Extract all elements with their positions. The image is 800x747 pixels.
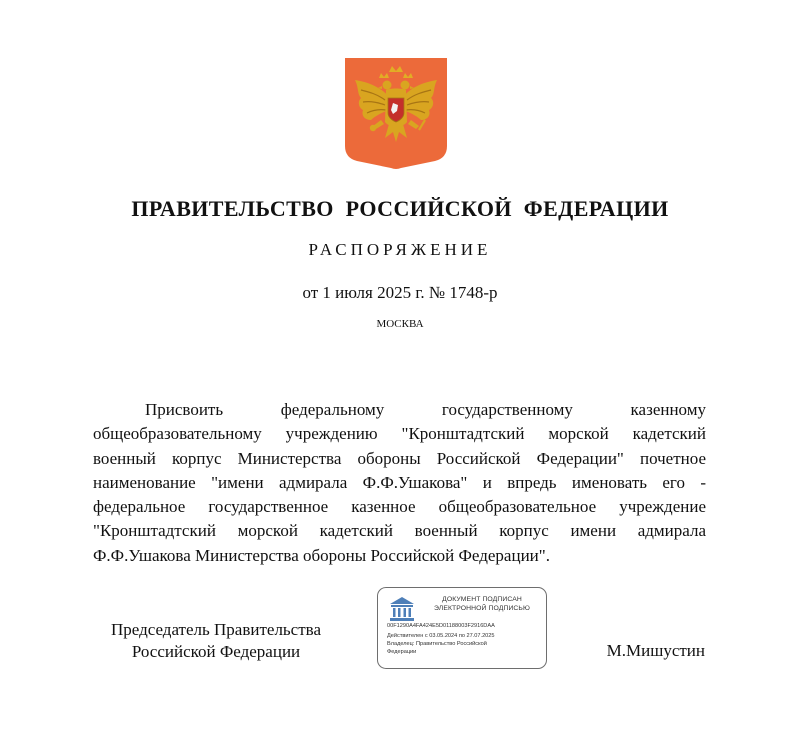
signer-position [96,619,336,663]
order-text-line: военный корпус Министерства обороны Российской Федерации" почетное [93,448,706,468]
document-date-number: от 1 июля 2025 г. № 1748-р [302,283,498,302]
stamp-header-line: ДОКУМЕНТ ПОДПИСАН [442,596,522,603]
order-text-line: наименование "имени адмирала Ф.Ф.Ушакова" и впредь именовать его - [93,472,706,492]
stamp-header-line: ЭЛЕКТРОННОЙ ПОДПИСЬЮ [434,604,530,612]
certificate-number: 00F1290A4FA424E5D01188003F2916DAA [387,623,495,629]
government-building-icon [388,596,416,622]
certificate-owner: Федерации [387,649,417,655]
electronic-signature-stamp [377,587,547,669]
stamp-header [422,596,542,613]
russian-coat-of-arms-icon [345,58,447,170]
certificate-owner: Владелец: Правительство Российской [387,641,487,647]
order-text-line: общеобразовательному учреждению "Кронштадтский морской кадетский [93,424,706,444]
document-type: РАСПОРЯЖЕНИЕ [308,240,492,259]
certificate-validity: Действителен с 03.05.2024 по 27.07.2025 [387,633,495,639]
document-city: МОСКВА [376,318,424,330]
order-text [93,398,706,568]
order-text-line: федеральное государственное казенное общеобразовательное учреждение [93,497,706,517]
government-title: ПРАВИТЕЛЬСТВО РОССИЙСКОЙ ФЕДЕРАЦИИ [131,196,669,221]
signer-position-line: Российской Федерации [131,642,301,661]
order-text-line: Ф.Ф.Ушакова Министерства обороны Российской Федерации". [93,545,550,565]
signer-name: М.Мишустин [606,641,705,660]
order-text-line: Присвоить федеральному государственному казенному [145,400,706,419]
order-text-line: "Кронштадтский морской кадетский военный корпус имени адмирала [93,521,706,541]
signer-position-line: Председатель Правительства [110,620,322,639]
